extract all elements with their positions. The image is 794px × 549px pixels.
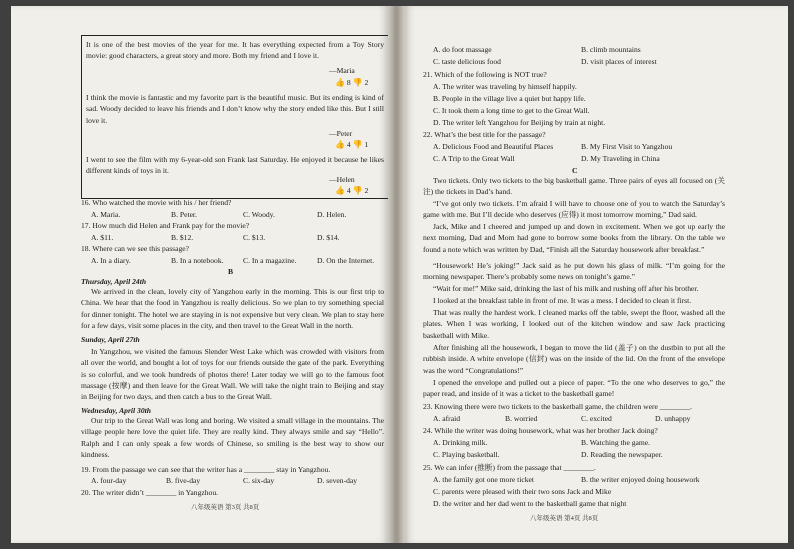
review-3-text: I went to see the film with my 6-year-old son Frank last Saturday. He enjoyed it because he likes different kinds of toys in it. <box>86 155 384 176</box>
q18-stem: 18. Where can we see this passage? <box>81 244 190 253</box>
q24-option-a: A. Drinking milk. <box>433 438 488 447</box>
review-1-author: —Maria <box>329 66 355 75</box>
q17-option-b: B. $12. <box>171 233 194 242</box>
q17-option-c: C. $13. <box>243 233 266 242</box>
q24-stem: 24. While the writer was doing housework, what was her brother Jack doing? <box>423 426 658 435</box>
q18-option-c: C. In a magazine. <box>243 256 297 265</box>
section-b-heading: B <box>228 267 234 276</box>
q16-option-a: A. Maria. <box>91 210 121 219</box>
diary-paragraph-3: Our trip to the Great Wall was long and boring. We visited a small village in the mountains. The village people here love the quiet life. They are really kind. They always smile and say “Hello”. Ralph and I can only speak a few words of Chinese, so smiling is the best way to show our kindness. <box>81 416 384 459</box>
page-gutter <box>388 6 405 543</box>
q17-option-a: A. $11. <box>91 233 114 242</box>
story-paragraph-9: I opened the envelope and pulled out a piece of paper. “To the one who deserves to go,” the paper read, and inside of it was a ticket to the basketball game! <box>423 378 725 399</box>
q19-option-c: C. six-day <box>243 476 275 485</box>
review-2-votes <box>335 140 368 149</box>
q25-option-c: C. parents were pleased with their two sons Jack and Mike <box>433 487 612 496</box>
review-1-text: It is one of the best movies of the year for me. It has everything expected from a Toy Story movie: good characters, a great story and more. Both my friend and I love it. <box>86 40 384 61</box>
q23-option-c: C. excited <box>581 414 612 423</box>
q23-option-b: B. worried <box>505 414 538 423</box>
q20-stem: 20. The writer didn’t ________ in Yangzhou. <box>81 488 219 497</box>
diary-paragraph-1: We arrived in the clean, lovely city of Yangzhou early in the morning. This is our first trip to China. We hear that the food in Yangzhou is really delicious. So we plan to try something special for dinner tonight. The hotel we are staying in is not expensive but very clean. We plan to stay here for a few days, visit some places in the city, and then travel to the Great Wall in the north. <box>81 287 384 330</box>
q16-option-d: D. Helen. <box>317 210 347 219</box>
thumbs-down-icon: 👎 <box>352 186 363 195</box>
q18-option-d: D. On the Internet. <box>317 256 375 265</box>
q24-option-d: D. Reading the newspaper. <box>581 450 663 459</box>
q16-stem: 16. Who watched the movie with his / her friend? <box>81 198 232 207</box>
story-paragraph-2: “I’ve got only two tickets. I’m afraid I will have to choose one of you to watch the Saturday’s game with me. But I’ll decide who deserves (应得) it most tomorrow morning,” Dad said. <box>423 199 725 220</box>
story-paragraph-3: Jack, Mike and I cheered and jumped up and down in excitement. When we got up early the next morning, Dad and Mom had gone to borrow some books from the library. On the table we found a note which was written by Dad, “Finish all the Saturday housework after breakfast.” <box>423 222 725 254</box>
thumbs-up-icon: 👍 <box>335 78 345 87</box>
q25-stem: 25. We can infer (推断) from the passage that ________. <box>423 463 596 472</box>
story-paragraph-7: That was really the hardest work. I cleaned marks off the table, swept the floor, washed all the plates. When I was working, I looked out of the kitchen window and saw Jack practicing basketball with Mike. <box>423 308 725 340</box>
q22-option-d: D. My Traveling in China <box>581 154 660 163</box>
q20-option-b: B. climb mountains <box>581 45 641 54</box>
q25-option-b: B. the writer enjoyed doing housework <box>581 475 700 484</box>
q22-option-b: B. My First Visit to Yangzhou <box>581 142 673 151</box>
review-3-author: —Helen <box>329 175 355 184</box>
q23-option-d: D. unhappy <box>655 414 691 423</box>
q17-option-d: D. $14. <box>317 233 340 242</box>
q20-option-c: C. taste delicious food <box>433 57 501 66</box>
q18-option-a: A. In a diary. <box>91 256 131 265</box>
page-footer-right: 八年级英语 第4页 共8页 <box>530 515 599 522</box>
q21-option-a: A. The writer was traveling by himself happily. <box>433 82 577 91</box>
q20-option-a: A. do foot massage <box>433 45 492 54</box>
q24-option-b: B. Watching the game. <box>581 438 651 447</box>
story-paragraph-4: “Housework! He’s joking!” Jack said as he put down his glass of milk. “I’m going for the morning newspaper. There’s probably some news on tonight’s game.” <box>423 261 725 282</box>
q16-option-c: C. Woody. <box>243 210 275 219</box>
diary-date-2: Sunday, April 27th <box>81 335 140 344</box>
q23-option-a: A. afraid <box>433 414 460 423</box>
q24-option-c: C. Playing basketball. <box>433 450 500 459</box>
q19-option-d: D. seven-day <box>317 476 358 485</box>
q18-option-b: B. In a notebook. <box>171 256 224 265</box>
story-paragraph-1: Two tickets. Only two tickets to the big basketball game. Three pairs of eyes all focused on (关注) the tickets in Dad’s hand. <box>423 176 725 197</box>
q22-stem: 22. What’s the best title for the passage? <box>423 130 546 139</box>
q16-option-b: B. Peter. <box>171 210 197 219</box>
review-1-down: 2 <box>364 78 369 87</box>
review-2-up: 4 <box>346 140 351 149</box>
q17-stem: 17. How much did Helen and Frank pay for the movie? <box>81 221 250 230</box>
q25-option-d: D. the writer and her dad went to the basketball game that night <box>433 499 627 508</box>
review-3-down: 2 <box>364 186 369 195</box>
thumbs-up-icon: 👍 <box>335 140 345 149</box>
q21-option-d: D. The writer left Yangzhou for Beijing by train at night. <box>433 118 606 127</box>
thumbs-up-icon: 👍 <box>335 186 345 195</box>
diary-date-3: Wednesday, April 30th <box>81 406 151 415</box>
diary-paragraph-2: In Yangzhou, we visited the famous Slender West Lake which was crowded with visitors from all over the world, and bought a lot of toys for our friends outside the gate of the park. Everything is so colorful, and we took hundreds of photos there! Later today we will go to the famous foot massage (按摩) and then leave for the Great Wall. We will take the night train to Beijing and stay in Beijing for two days, and then catch a bus to the Great Wall. <box>81 347 384 402</box>
left-page <box>11 6 388 543</box>
review-2-text: I think the movie is fantastic and my favorite part is the beautiful music. But its ending is kind of sad. Woody decided to leave his friends and I don’t know why the story ended like this. But I still love it. <box>86 93 384 125</box>
page-footer-left: 八年级英语 第3页 共8页 <box>191 504 260 511</box>
review-1-votes <box>335 78 368 87</box>
thumbs-down-icon: 👎 <box>352 78 363 87</box>
review-2-down: 1 <box>364 140 369 149</box>
q21-option-c: C. It took them a long time to get to the Great Wall. <box>433 106 590 115</box>
q19-stem: 19. From the passage we can see that the writer has a ________ stay in Yangzhou. <box>81 465 331 474</box>
right-page <box>405 6 788 543</box>
q22-option-c: C. A Trip to the Great Wall <box>433 154 515 163</box>
review-box <box>81 35 388 199</box>
section-c-heading: C <box>572 166 578 175</box>
story-paragraph-6: I looked at the breakfast table in front of me. It was a mess. I decided to clean it first. <box>433 296 692 305</box>
story-paragraph-5: “Wait for me!” Mike said, drinking the last of his milk and rushing off after his brother. <box>433 284 699 293</box>
thumbs-down-icon: 👎 <box>352 140 363 149</box>
q23-stem: 23. Knowing there were two tickets to the basketball game, the children were ________. <box>423 402 693 411</box>
q20-option-d: D. visit places of interest <box>581 57 657 66</box>
review-3-up: 4 <box>346 186 351 195</box>
diary-date-1: Thursday, April 24th <box>81 277 147 286</box>
q21-stem: 21. Which of the following is NOT true? <box>423 70 547 79</box>
q19-option-b: B. five-day <box>166 476 201 485</box>
q22-option-a: A. Delicious Food and Beautiful Places <box>433 142 554 151</box>
q19-option-a: A. four-day <box>91 476 127 485</box>
q25-option-a: A. the family got one more ticket <box>433 475 535 484</box>
review-3-votes <box>335 186 368 195</box>
q21-option-b: B. People in the village live a quiet but happy life. <box>433 94 586 103</box>
review-2-author: —Peter <box>329 129 353 138</box>
review-1-up: 8 <box>346 78 351 87</box>
story-paragraph-8: After finishing all the housework, I began to move the lid (盖子) on the dustbin to put all the rubbish inside. A white envelope (信封) was on the inside of the lid. On the front of the envelope was the word “Congratulations!” <box>423 343 725 375</box>
